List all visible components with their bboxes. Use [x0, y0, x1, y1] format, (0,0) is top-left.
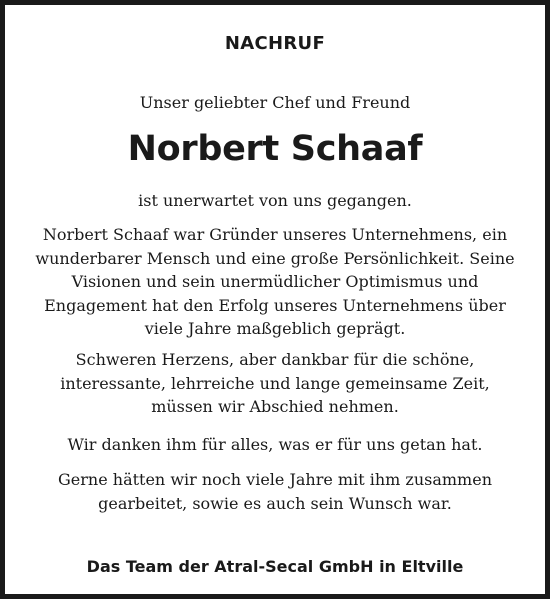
paragraph-line: Gerne hätten wir noch viele Jahre mit ihm zusammen [58, 470, 492, 489]
paragraph-line: viele Jahre maßgeblich geprägt. [144, 319, 406, 338]
passed-away-line: ist unerwartet von uns gegangen. [138, 191, 412, 210]
paragraph-line: Schweren Herzens, aber dankbar für die schöne, [75, 350, 475, 369]
thanks-paragraph [35, 433, 515, 457]
paragraph-line: Norbert Schaaf war Gründer unseres Unternehmens, ein [42, 225, 508, 244]
notice-heading: NACHRUF [224, 33, 326, 54]
paragraph-line: gearbeitet, sowie es auch sein Wunsch war. [98, 493, 452, 513]
paragraph-line: Wir danken ihm für alles, was er für uns getan hat. [67, 435, 483, 454]
wish-paragraph [35, 468, 515, 515]
paragraph-line: interessante, lehrreiche und lange gemeinsame Zeit, [60, 373, 490, 393]
tribute-paragraph [35, 223, 515, 341]
paragraph-line: wunderbarer Mensch und eine große Persönlichkeit. Seine [35, 248, 515, 268]
paragraph-line: Engagement hat den Erfolg unseres Unternehmens über [44, 295, 506, 315]
farewell-paragraph [35, 348, 515, 419]
signature-line: Das Team der Atral-Secal GmbH in Eltville [86, 557, 464, 576]
intro-line: Unser geliebter Chef und Freund [139, 93, 411, 112]
deceased-name: Norbert Schaaf [127, 129, 423, 169]
paragraph-line: Visionen und sein unermüdlicher Optimismus und [71, 272, 479, 291]
paragraph-line: müssen wir Abschied nehmen. [151, 397, 399, 416]
